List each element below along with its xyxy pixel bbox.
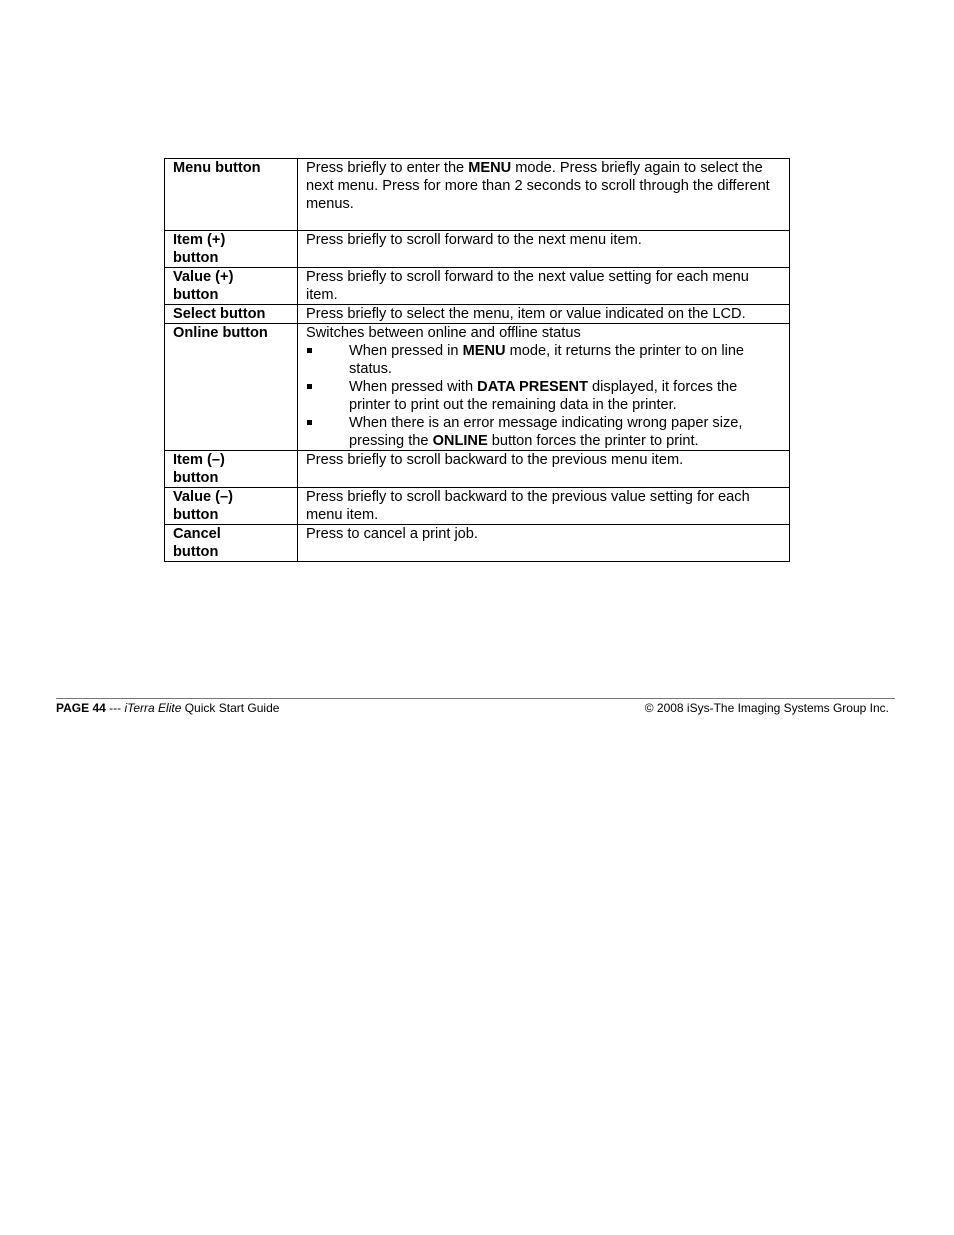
- button-reference-table: [164, 158, 790, 562]
- table-row: [165, 488, 790, 525]
- row-label: Online button: [165, 324, 298, 451]
- desc-emphasis: MENU: [462, 343, 506, 359]
- guide-title: Quick Start Guide: [181, 701, 280, 715]
- row-label: [165, 231, 298, 268]
- table-row: [165, 324, 790, 451]
- footer-separator: ---: [105, 701, 125, 715]
- row-description: [298, 324, 790, 451]
- label-text: button: [173, 544, 219, 560]
- row-description: Press briefly to scroll forward to the next value setting for each menu item.: [298, 268, 790, 305]
- desc-emphasis: ONLINE: [432, 433, 488, 449]
- row-label: [165, 488, 298, 525]
- label-text: button: [173, 470, 219, 486]
- label-text: Item (+): [173, 232, 226, 248]
- desc-text: mode. Press briefly again to select the next menu. Press for more than 2 seconds to scroll through the different menus.: [306, 160, 770, 212]
- desc-text: When pressed with: [349, 379, 478, 395]
- row-description: Press briefly to scroll backward to the previous menu item.: [298, 451, 790, 488]
- label-text: Cancel: [173, 526, 221, 542]
- list-item: [306, 342, 782, 378]
- desc-text: Press briefly to enter the: [306, 160, 469, 176]
- row-label: [165, 268, 298, 305]
- desc-text: mode, it returns the printer to on line status.: [349, 343, 745, 377]
- bullet-list: [306, 342, 782, 450]
- table-row: [165, 305, 790, 324]
- row-description: Press briefly to scroll forward to the next menu item.: [298, 231, 790, 268]
- label-text: Value (+): [173, 269, 234, 285]
- label-text: Menu button: [173, 160, 261, 176]
- list-item: [306, 414, 782, 450]
- table-row: [165, 268, 790, 305]
- page-number: PAGE 44: [56, 701, 106, 715]
- footer-page-info: [56, 701, 279, 715]
- square-bullet-icon: [307, 384, 312, 389]
- label-text: Value (–): [173, 489, 234, 505]
- row-label: Select button: [165, 305, 298, 324]
- product-name: iTerra Elite: [124, 701, 182, 715]
- row-label: [165, 451, 298, 488]
- desc-emphasis: MENU: [468, 160, 512, 176]
- table-row: [165, 451, 790, 488]
- label-text: button: [173, 507, 219, 523]
- row-label: [165, 159, 298, 231]
- footer-copyright: © 2008 iSys-The Imaging Systems Group Inc.: [644, 701, 889, 715]
- row-description: Press briefly to select the menu, item or value indicated on the LCD.: [298, 305, 790, 324]
- label-text: Item (–): [173, 452, 225, 468]
- footer-divider: [56, 698, 895, 699]
- label-text: button: [173, 287, 219, 303]
- desc-text: When pressed in: [349, 343, 463, 359]
- label-text: button: [173, 250, 219, 266]
- row-description: Press briefly to scroll backward to the previous value setting for each menu item.: [298, 488, 790, 525]
- desc-text: button forces the printer to print.: [487, 433, 699, 449]
- row-label: [165, 525, 298, 562]
- row-description: Press to cancel a print job.: [298, 525, 790, 562]
- table-row: [165, 159, 790, 231]
- table-row: [165, 525, 790, 562]
- list-item: [306, 378, 782, 414]
- row-description: [298, 159, 790, 231]
- square-bullet-icon: [307, 420, 312, 425]
- table-row: [165, 231, 790, 268]
- desc-text: When there is an error message indicating wrong paper size, pressing the: [349, 415, 743, 449]
- desc-intro: Switches between online and offline status: [306, 325, 581, 341]
- square-bullet-icon: [307, 348, 312, 353]
- desc-text: displayed, it forces the printer to print out the remaining data in the printer.: [349, 379, 738, 413]
- desc-emphasis: DATA PRESENT: [477, 379, 588, 395]
